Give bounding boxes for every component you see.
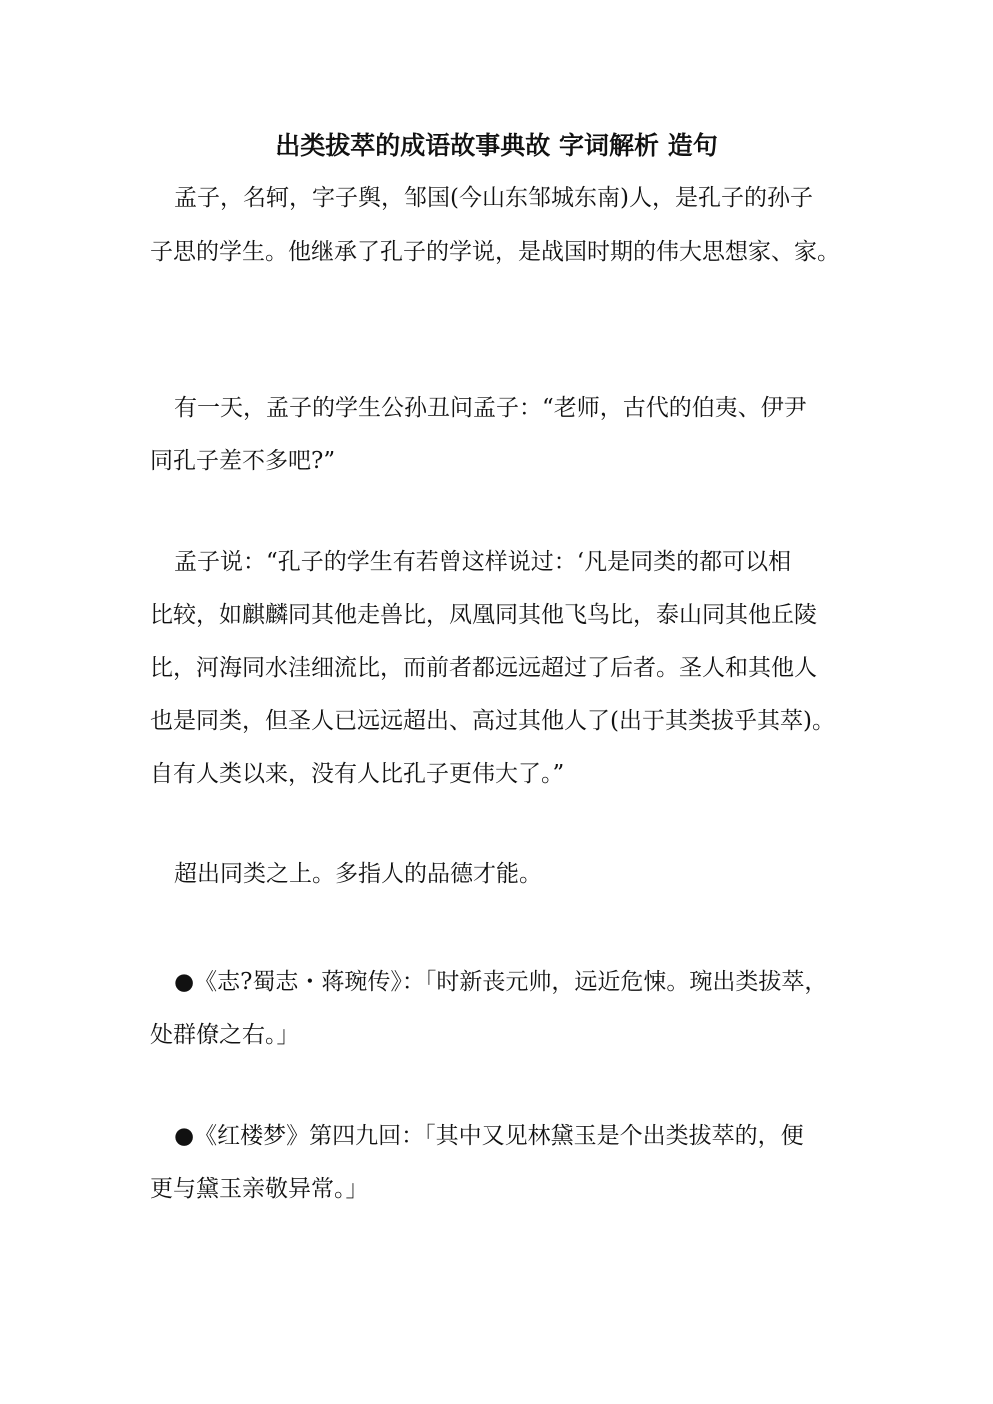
paragraph-line: ●《红楼梦》第四九回：「其中又见林黛玉是个出类拔萃的，便 bbox=[174, 1123, 804, 1149]
paragraph-line: 孟子，名轲，字子舆，邹国(今山东邹城东南)人，是孔子的孙子 bbox=[174, 185, 813, 211]
paragraph-line: 自有人类以来，没有人比孔子更伟大了。” bbox=[150, 761, 565, 787]
paragraph-line: 也是同类，但圣人已远远超出、高过其他人了(出于其类拔乎其萃)。 bbox=[150, 708, 835, 734]
paragraph-line: 比较，如麒麟同其他走兽比，凤凰同其他飞鸟比，泰山同其他丘陵 bbox=[150, 602, 817, 628]
paragraph-line: 处群僚之右。」 bbox=[150, 1022, 300, 1048]
paragraph-line: ●《志?蜀志・蒋琬传》：「时新丧元帅，远近危悚。琬出类拔萃， bbox=[174, 969, 828, 995]
paragraph-line: 超出同类之上。多指人的品德才能。 bbox=[174, 861, 542, 887]
paragraph-line: 子思的学生。他继承了孔子的学说，是战国时期的伟大思想家、家。 bbox=[150, 239, 840, 265]
paragraph-line: 更与黛玉亲敬异常。」 bbox=[150, 1176, 369, 1202]
paragraph-line: 比，河海同水洼细流比，而前者都远远超过了后者。圣人和其他人 bbox=[150, 655, 817, 681]
paragraph-line: 同孔子差不多吧?” bbox=[150, 448, 336, 474]
paragraph-line: 有一天，孟子的学生公孙丑问孟子：“老师，古代的伯夷、伊尹 bbox=[174, 395, 807, 421]
document-title: 出类拔萃的成语故事典故 字词解析 造句 bbox=[275, 131, 718, 160]
paragraph-line: 孟子说：“孔子的学生有若曾这样说过：‘凡是同类的都可以相 bbox=[174, 549, 792, 575]
